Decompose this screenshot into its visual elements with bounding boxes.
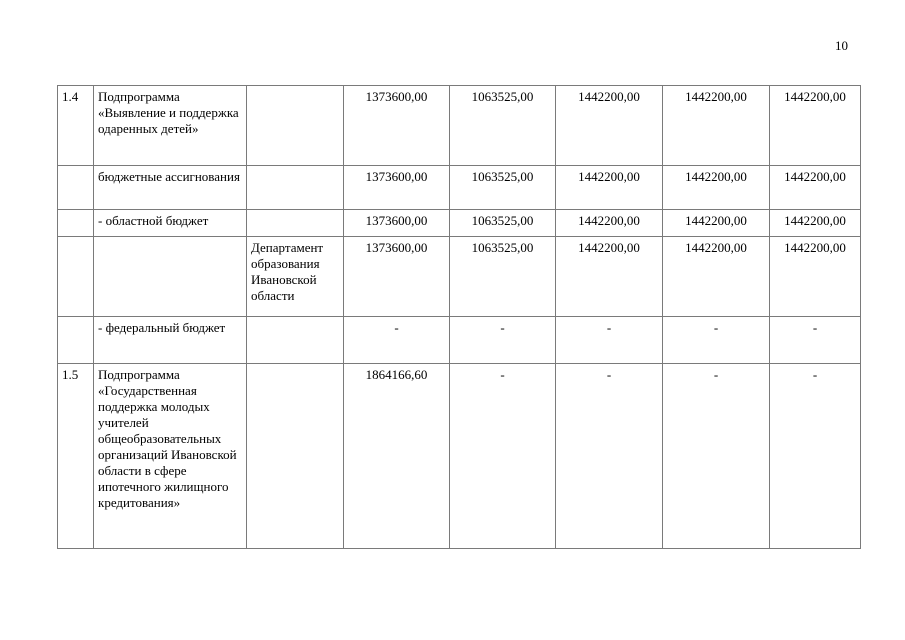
row-number	[58, 166, 94, 210]
value-cell: 1442200,00	[556, 237, 663, 317]
program-name: Подпрограмма «Выявление и поддержка одаренных детей»	[94, 86, 247, 166]
value-cell: 1442200,00	[770, 86, 861, 166]
value-cell: 1442200,00	[663, 86, 770, 166]
value-cell: 1063525,00	[450, 86, 556, 166]
program-name	[94, 237, 247, 317]
executor-cell	[247, 317, 344, 364]
value-cell: -	[450, 364, 556, 549]
value-cell: 1442200,00	[770, 166, 861, 210]
value-cell: -	[556, 364, 663, 549]
value-cell: 1063525,00	[450, 210, 556, 237]
table-row	[58, 237, 861, 317]
value-cell: 1864166,60	[344, 364, 450, 549]
program-name: - областной бюджет	[94, 210, 247, 237]
value-cell: -	[663, 317, 770, 364]
value-cell: -	[556, 317, 663, 364]
value-cell: 1063525,00	[450, 237, 556, 317]
page-number: 10	[835, 38, 848, 53]
row-number: 1.5	[58, 364, 94, 549]
value-cell: 1373600,00	[344, 86, 450, 166]
value-cell: 1373600,00	[344, 166, 450, 210]
executor-cell	[247, 86, 344, 166]
executor-cell	[247, 166, 344, 210]
table-row	[58, 364, 861, 549]
value-cell: 1442200,00	[663, 210, 770, 237]
table-row	[58, 317, 861, 364]
value-cell: -	[770, 364, 861, 549]
executor-cell	[247, 364, 344, 549]
table-row	[58, 86, 861, 166]
value-cell: 1373600,00	[344, 237, 450, 317]
row-number	[58, 210, 94, 237]
value-cell: 1063525,00	[450, 166, 556, 210]
value-cell: 1442200,00	[770, 210, 861, 237]
value-cell: 1442200,00	[556, 166, 663, 210]
executor-cell	[247, 210, 344, 237]
program-name: бюджетные ассигнования	[94, 166, 247, 210]
executor-cell: Департамент образования Ивановской области	[247, 237, 344, 317]
program-name: Подпрограмма «Государственная поддержка молодых учителей общеобразовательных организаций Ивановской области в сфере ипотечного жилищного кредитования»	[94, 364, 247, 549]
value-cell: -	[344, 317, 450, 364]
table-row	[58, 166, 861, 210]
value-cell: -	[450, 317, 556, 364]
value-cell: 1442200,00	[663, 166, 770, 210]
row-number: 1.4	[58, 86, 94, 166]
table-row	[58, 210, 861, 237]
value-cell: 1442200,00	[556, 210, 663, 237]
value-cell: 1442200,00	[556, 86, 663, 166]
budget-table	[57, 85, 861, 549]
value-cell: 1373600,00	[344, 210, 450, 237]
value-cell: 1442200,00	[663, 237, 770, 317]
row-number	[58, 237, 94, 317]
value-cell: 1442200,00	[770, 237, 861, 317]
row-number	[58, 317, 94, 364]
program-name: - федеральный бюджет	[94, 317, 247, 364]
value-cell: -	[663, 364, 770, 549]
value-cell: -	[770, 317, 861, 364]
